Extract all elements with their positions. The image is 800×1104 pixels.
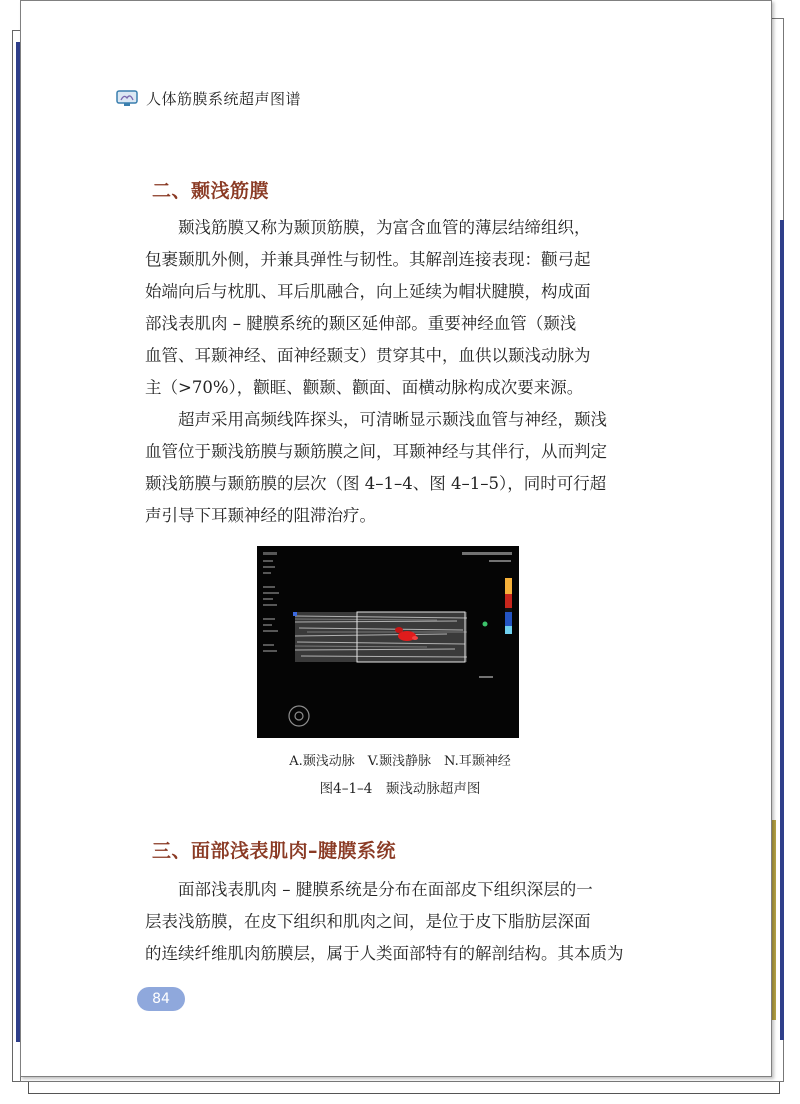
text-line: 面部浅表肌肉 – 腱膜系统是分布在面部皮下组织深层的一 [178, 880, 593, 899]
ultrasound-scan [257, 546, 519, 738]
page-number: 84 [137, 987, 185, 1011]
text-line: 超声采用高频线阵探头，可清晰显示颞浅血管与神经，颞浅 [178, 410, 607, 429]
text-line: 主（>70%），颧眶、颧颞、颧面、面横动脉构成次要来源。 [145, 378, 584, 397]
text-line: 层表浅筋膜，在皮下组织和肌肉之间，是位于皮下脂肪层深面 [145, 912, 591, 931]
text-line: 颞浅筋膜又称为颞顶筋膜，为富含血管的薄层结缔组织， [178, 218, 591, 237]
page-edge-accent [780, 220, 784, 1040]
figure-legend: A.颞浅动脉 V.颞浅静脉 N.耳颞神经 [289, 754, 511, 769]
text-line: 的连续纤维肌肉筋膜层，属于人类面部特有的解剖结构。其本质为 [145, 944, 624, 963]
text-line: 颞浅筋膜与颞筋膜的层次（图 4–1–4、图 4–1–5），同时可行超 [145, 474, 607, 493]
section-heading: 三、面部浅表肌肉–腱膜系统 [152, 840, 397, 862]
body-paragraph [145, 212, 645, 404]
ultrasound-image [257, 546, 519, 738]
text-line: 声引导下耳颞神经的阻滞治疗。 [145, 506, 376, 525]
text-line: 包裹颞肌外侧，并兼具弹性与韧性。其解剖连接表现：颧弓起 [145, 250, 591, 269]
section-heading: 二、颞浅筋膜 [152, 180, 270, 202]
figure-caption: 图4–1–4 颞浅动脉超声图 [319, 781, 481, 797]
text-line: 始端向后与枕肌、耳后肌融合，向上延续为帽状腱膜，构成面 [145, 282, 591, 301]
body-paragraph [145, 874, 645, 970]
text-line: 血管、耳颞神经、面神经颞支）贯穿其中，血供以颞浅动脉为 [145, 346, 591, 365]
text-line: 血管位于颞浅筋膜与颞筋膜之间，耳颞神经与其伴行，从而判定 [145, 442, 607, 461]
running-header [116, 88, 301, 109]
body-paragraph [145, 404, 645, 532]
book-title: 人体筋膜系统超声图谱 [146, 90, 302, 108]
monitor-icon [116, 90, 138, 107]
text-line: 部浅表肌肉 – 腱膜系统的颞区延伸部。重要神经血管（颞浅 [145, 314, 577, 333]
